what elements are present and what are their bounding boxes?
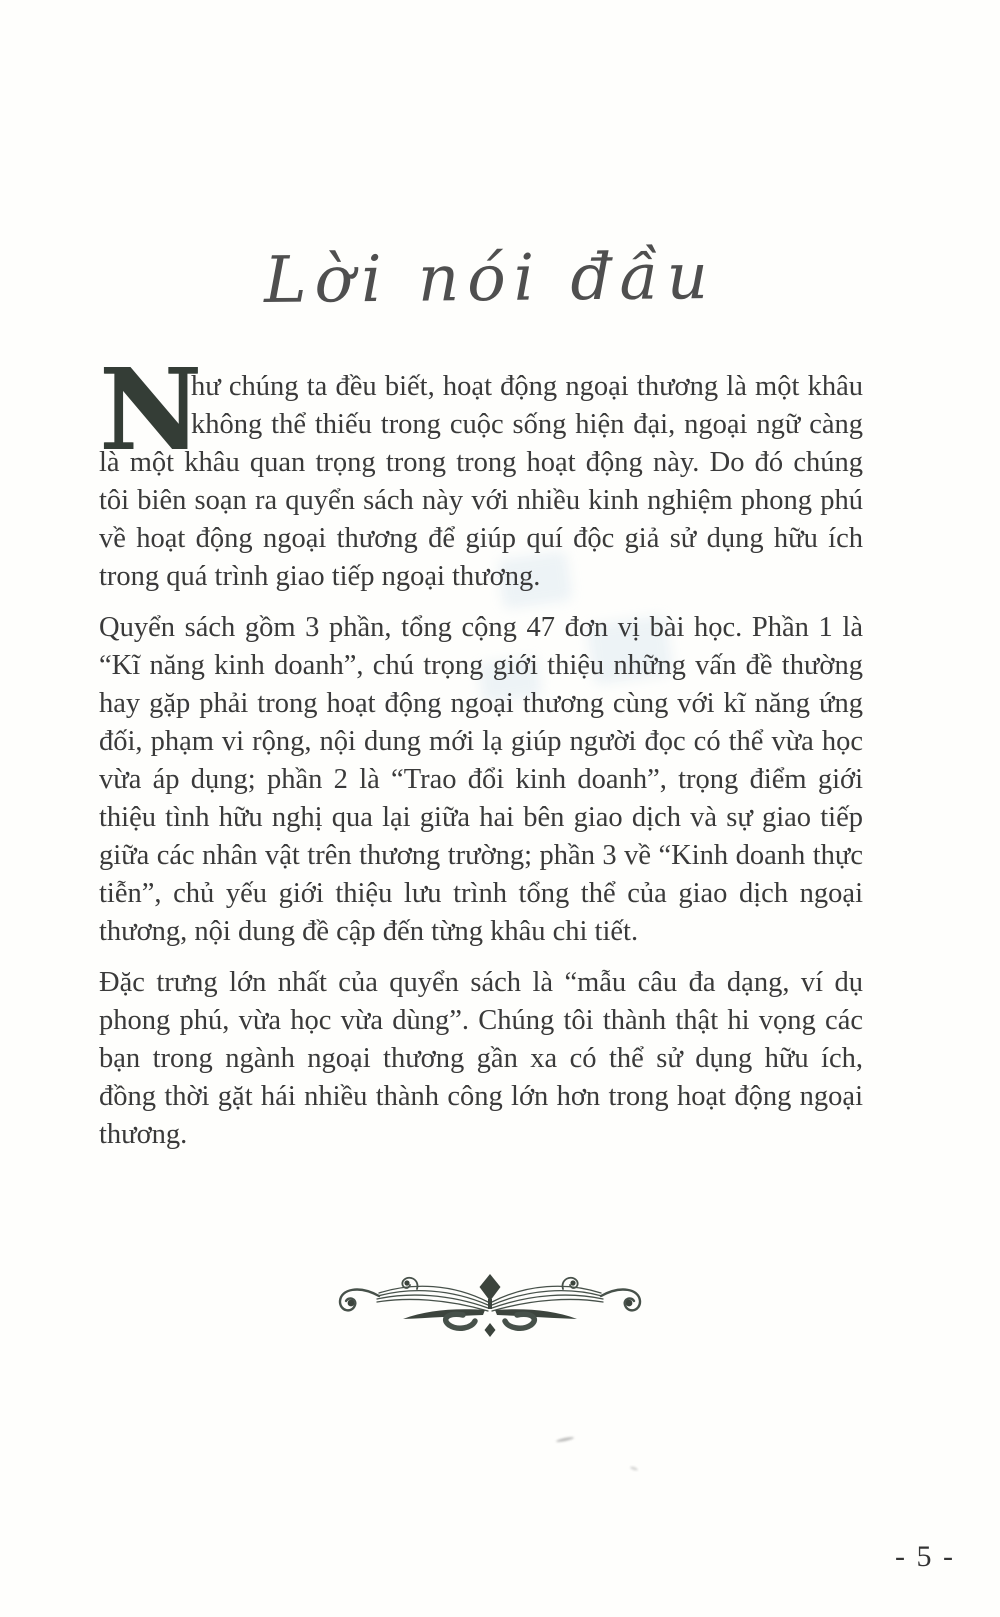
scan-speck bbox=[556, 1436, 574, 1443]
paragraph-text: Quyển sách gồm 3 phần, tổng cộng 47 đơn vị bài học. Phần 1 là “Kĩ năng kinh doanh”, chú trọng giới thiệu những vấn đề thường hay gặp phải trong hoạt động ngoại thương cùng với kĩ năng ứng đối, phạm vi rộng, nội dung mới lạ giúp người đọc có thể vừa học vừa áp dụng; phần 2 là “Trao đổi kinh doanh”, trọng điểm giới thiệu tình hữu nghị qua lại giữa hai bên giao dịch và sự giao tiếp giữa các nhân vật trên thương trường; phần 3 về “Kinh doanh thực tiễn”, chủ yếu giới thiệu lưu trình tổng thể của giao dịch ngoại thương, nội dung đề cập đến từng khâu chi tiết. bbox=[99, 612, 863, 947]
paragraph-text: Đặc trưng lớn nhất của quyển sách là “mẫu câu đa dạng, ví dụ phong phú, vừa học vừa dùng”. Chúng tôi thành thật hi vọng các bạn trong ngành ngoại thương gần xa có thể sử dụng hữu ích, đồng thời gặt hái nhiều thành công lớn hơn trong hoạt động ngoại thương. bbox=[99, 967, 863, 1150]
flourish-ornament-icon bbox=[325, 1272, 655, 1338]
paragraph-text: hư chúng ta đều biết, hoạt động ngoại thương là một khâu không thể thiếu trong cuộc sống hiện đại, ngoại ngữ càng là một khâu quan trọng trong trong hoạt động này. Do đó chúng tôi biên soạn ra quyển sách này với nhiều kinh nghiệm phong phú về hoạt động ngoại thương để giúp quí độc giả sử dụng hữu ích trong quá trình giao tiếp ngoại thương. bbox=[99, 371, 863, 592]
flourish-ornament bbox=[100, 1272, 880, 1338]
page-title: Lời nói đầu bbox=[263, 240, 717, 318]
preface-paragraph bbox=[99, 345, 863, 596]
preface-body bbox=[99, 345, 863, 1167]
scan-speck bbox=[630, 1466, 639, 1472]
preface-paragraph bbox=[99, 609, 863, 951]
preface-paragraph bbox=[99, 964, 863, 1154]
page-number: - 5 - bbox=[895, 1540, 955, 1573]
drop-cap: N bbox=[99, 345, 202, 476]
